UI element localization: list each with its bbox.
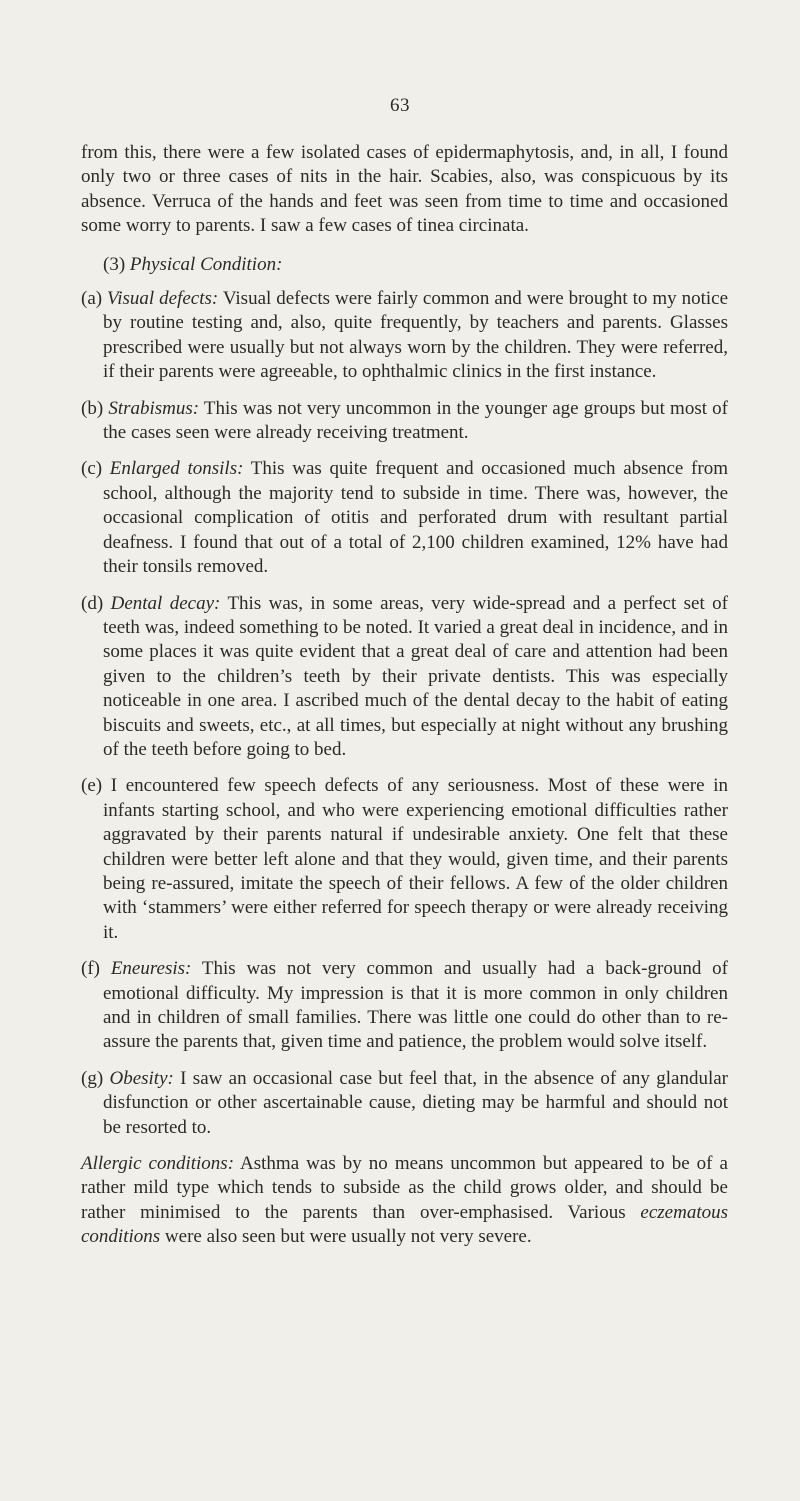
item-eneuresis [81,957,728,1055]
item-title: Obesity: [109,1067,174,1089]
allergic-emphasis: eczematous conditions [81,1201,728,1248]
item-dental-decay [81,592,728,763]
allergic-text-after: were also seen but were usually not very severe. [164,1226,532,1248]
item-visual-defects [81,287,728,385]
page-number: 63 [390,95,410,116]
item-title: Visual defects: [107,288,219,310]
item-text: This was quite frequent and occasioned much absence from school, although the majority tend to subside in time. There was, however, the occasional complication of otitis and perforated drum with resultant partial deafness. I found that out of a total of 2,100 children examined, 12% have had their tonsils removed. [103,458,728,578]
item-letter: (c) [81,458,103,480]
item-text: This was not very uncommon in the younger age groups but most of the cases seen were already receiving treatment. [103,397,728,444]
item-text: I encountered few speech defects of any seriousness. Most of these were in infants starting school, and who were experiencing emotional difficulties rather aggravated by their parents natural if undesirable anxiety. One felt that these children were better left alone and that they would, given time, and their parents being re-assured, imitate the speech of their fellows. A few of the older children with ‘stammers’ were either referred for speech therapy or were already receiving it. [103,775,729,943]
item-obesity [81,1067,728,1140]
item-letter: (a) [81,288,103,310]
item-title: Eneuresis: [110,958,192,980]
item-title: Enlarged tonsils: [109,458,244,480]
item-letter: (d) [81,592,104,614]
section-number: (3) [103,253,126,275]
item-letter: (e) [81,775,103,797]
item-strabismus [81,397,728,446]
intro-paragraph: from this, there were a few isolated cases of epidermaphytosis, and, in all, I found only two or three cases of nits in the hair. Scabies, also, was conspicuous by its absence. Verruca of the hands and feet was seen from time to time and occasioned some worry to parents. I saw a few cases of tinea circinata. [81,142,728,237]
item-text: I saw an occasional case but feel that, in the absence of any glandular disfunction or other ascertainable cause, dieting may be harmful and should not be resorted to. [103,1067,728,1138]
page-body [81,141,728,1262]
item-title: Dental decay: [110,592,221,614]
section-heading [81,253,728,277]
allergic-conditions-paragraph [81,1152,728,1250]
item-text: This was not very common and usually had a back-ground of emotional difficulty. My impression is that it is more common in only children and in children of small families. There was little one could do other than to re-assure the parents that, given time and patience, the problem would solve itself. [103,958,728,1053]
allergic-title: Allergic conditions: [81,1153,235,1175]
item-enlarged-tonsils [81,457,728,579]
section-title: Physical Condition: [129,253,283,275]
item-letter: (b) [81,397,104,419]
allergic-text-before: Asthma was by no means uncommon but appeared to be of a rather mild type which tends to subside as the child grows older, and should be rather minimised to the parents than over-emphasised. Various [81,1153,728,1223]
item-text: This was, in some areas, very wide-spread and a perfect set of teeth was, indeed something to be noted. It varied a great deal in incidence, and in some places it was quite evident that a great deal of care and attention had been given to the children’s teeth by their private dentists. This was especially noticeable in one area. I ascribed much of the dental decay to the habit of eating biscuits and sweets, etc., at all times, but especially at night without any brushing of the teeth before going to bed. [103,592,729,760]
item-text: Visual defects were fairly common and were brought to my notice by routine testing and, also, quite frequently, by teachers and parents. Glasses prescribed were usually but not always worn by the children. They were referred, if their parents were agreeable, to ophthalmic clinics in the first instance. [103,288,729,383]
item-letter: (g) [81,1067,104,1089]
item-speech-defects [81,774,728,945]
item-title: Strabismus: [108,397,200,419]
item-letter: (f) [81,958,100,980]
